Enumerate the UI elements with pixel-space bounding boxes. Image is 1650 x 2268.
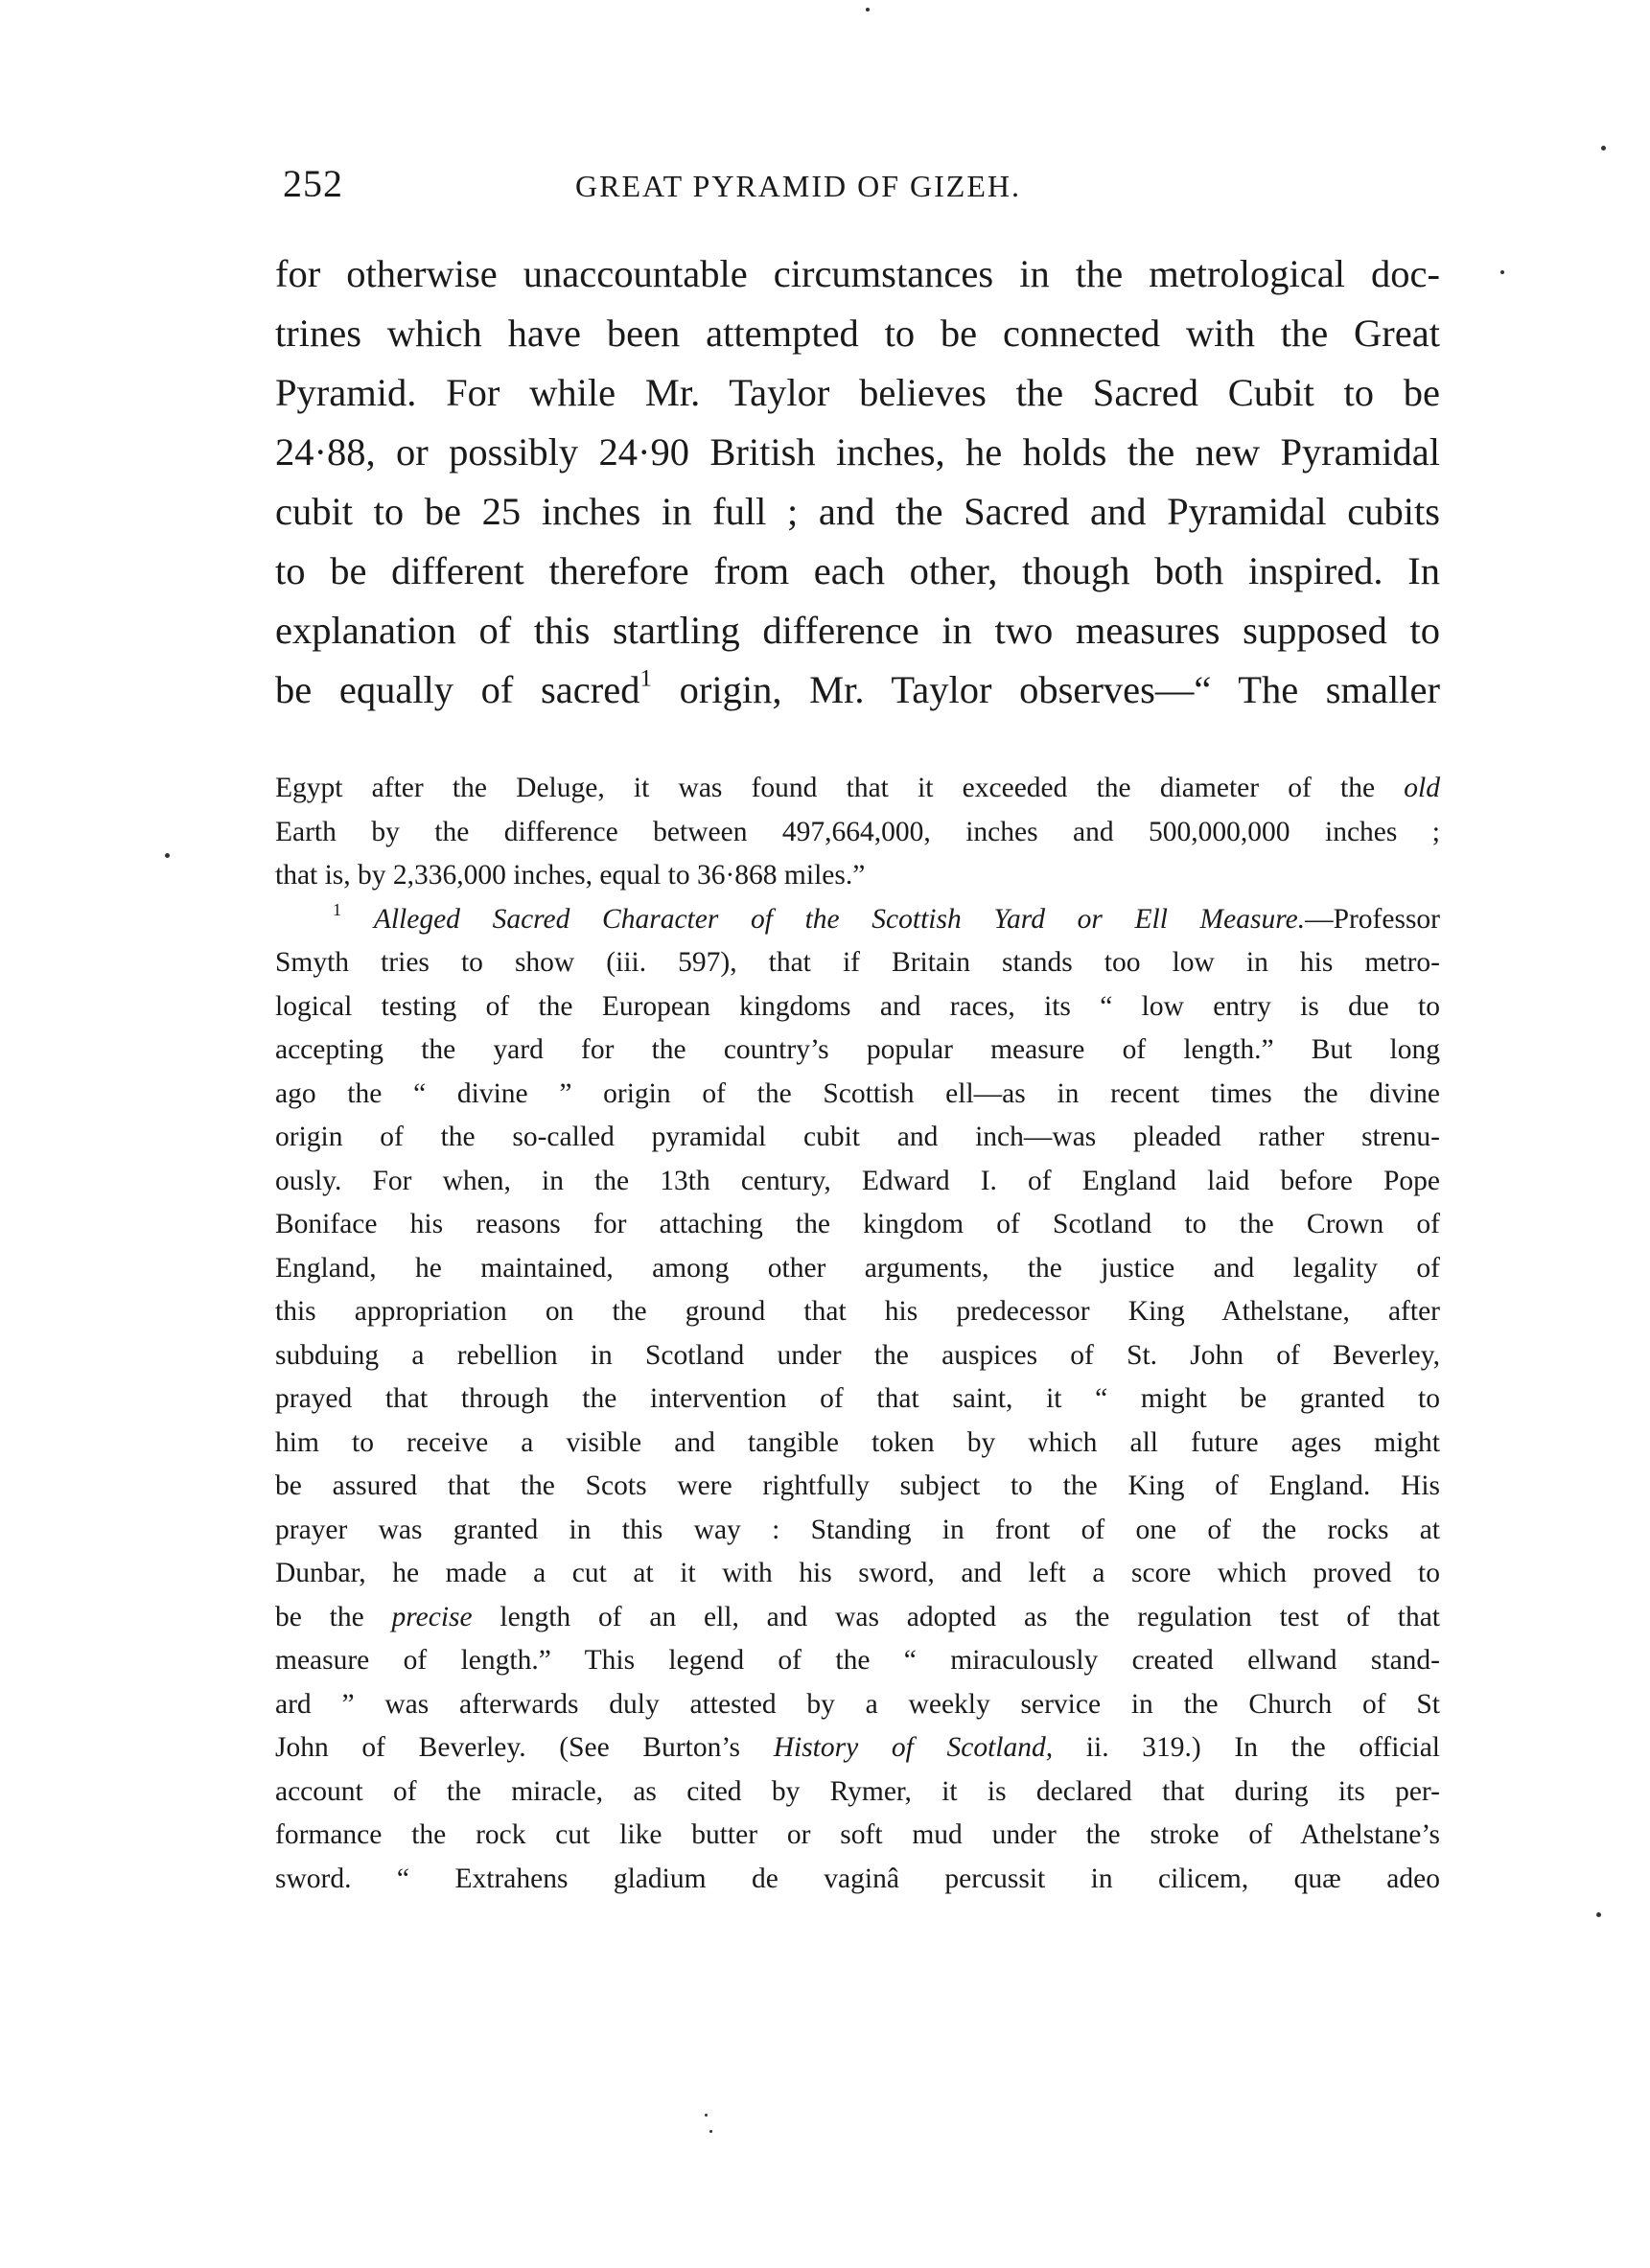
scan-speck xyxy=(165,853,170,858)
footnote-text: be the xyxy=(275,1601,392,1632)
body-line: explanation of this startling difference in two measures supposed to xyxy=(275,609,1440,652)
footnote-text: John of Beverley. (See Burton’s xyxy=(275,1732,774,1763)
footnote-line: ard ” was afterwards duly attested by a weekly service in the Church of St xyxy=(275,1688,1440,1720)
footnote-line xyxy=(275,767,1440,811)
scan-speck xyxy=(1596,1912,1601,1917)
body-line: cubit to be 25 inches in full ; and the Sacred and Pyramidal cubits xyxy=(275,490,1440,533)
footnote-line: accepting the yard for the country’s popular measure of length.” But long xyxy=(275,1034,1440,1065)
footnote-marker: 1 xyxy=(333,899,342,919)
body-line-last xyxy=(275,660,1440,720)
footnotes xyxy=(275,767,1440,1901)
footnote-1 xyxy=(275,898,1440,1902)
footnote-line xyxy=(275,898,1440,942)
footnote-line: account of the miracle, as cited by Rymer, it is declared that during its per- xyxy=(275,1775,1440,1807)
scan-speck xyxy=(1601,146,1606,150)
scan-speck xyxy=(705,2114,708,2117)
body-text: be equally of sacred xyxy=(275,668,640,711)
book-title: History of Scotland, xyxy=(773,1732,1054,1763)
body-line: Pyramid. For while Mr. Taylor believes the Sacred Cubit to be xyxy=(275,371,1440,414)
body-line: for otherwise unaccountable circumstances in the metrological doc- xyxy=(275,252,1440,295)
footnote-line xyxy=(275,1726,1440,1770)
footnote-italic-text: old xyxy=(1404,773,1440,803)
footnote-line: logical testing of the European kingdoms and races, its “ low entry is due to xyxy=(275,990,1440,1022)
body-line: trines which have been attempted to be connected with the Great xyxy=(275,312,1440,355)
scan-speck xyxy=(709,2130,712,2133)
footnote-text: Egypt after the Deluge, it was found that it exceeded the diameter of the xyxy=(275,773,1405,803)
footnote-line: measure of length.” This legend of the “ miraculously created ellwand stand- xyxy=(275,1645,1440,1676)
footnote-line: that is, by 2,336,000 inches, equal to 36·868 miles.” xyxy=(275,860,866,891)
main-text xyxy=(275,244,1440,720)
body-line: to be different therefore from each other, though both inspired. In xyxy=(275,549,1440,592)
footnote-line: him to receive a visible and tangible token by which all future ages might xyxy=(275,1426,1440,1458)
footnote-line xyxy=(275,1596,1440,1640)
footnote-line: Boniface his reasons for attaching the kingdom of Scotland to the Crown of xyxy=(275,1209,1440,1239)
body-text: origin, Mr. Taylor observes—“ The smaller xyxy=(652,668,1440,711)
scan-speck xyxy=(866,8,870,12)
footnote-line: subduing a rebellion in Scotland under the auspices of St. John of Beverley, xyxy=(275,1339,1440,1371)
scan-speck xyxy=(1500,270,1504,274)
running-head: GREAT PYRAMID OF GIZEH. xyxy=(575,169,1021,203)
footnote-line: be assured that the Scots were rightfully subject to the King of England. His xyxy=(275,1470,1440,1501)
footnote-line: origin of the so-called pyramidal cubit and inch—was pleaded rather strenu- xyxy=(275,1122,1440,1152)
footnote-continuation xyxy=(275,767,1440,898)
footnote-line: Earth by the difference between 497,664,000, inches and 500,000,000 inches ; xyxy=(275,816,1440,847)
footnote-title: Alleged Sacred Character of the Scottish Yard or Ell Measure. xyxy=(373,903,1306,935)
footnote-line: ously. For when, in the 13th century, Edward I. of England laid before Pope xyxy=(275,1165,1440,1196)
footnote-line: prayed that through the intervention of that saint, it “ might be granted to xyxy=(275,1383,1440,1414)
footnote-text: ii. 319.) In the official xyxy=(1053,1732,1441,1763)
footnote-text: length of an ell, and was adopted as the regulation test of that xyxy=(472,1601,1440,1632)
body-line: 24·88, or possibly 24·90 British inches, he holds the new Pyramidal xyxy=(275,430,1440,474)
footnote-line: Smyth tries to show (iii. 597), that if Britain stands too low in his metro- xyxy=(275,947,1440,978)
footnote-line: Dunbar, he made a cut at it with his sword, and left a score which proved to xyxy=(275,1558,1440,1588)
footnote-italic-text: precise xyxy=(391,1601,473,1632)
footnote-line: sword. “ Extrahens gladium de vaginâ percussit in cilicem, quæ adeo xyxy=(275,1863,1440,1894)
footnote-line: prayer was granted in this way : Standing in front of one of the rocks at xyxy=(275,1514,1440,1545)
footnote-line: formance the rock cut like butter or soft mud under the stroke of Athelstane’s xyxy=(275,1819,1440,1850)
footnote-line: England, he maintained, among other arguments, the justice and legality of xyxy=(275,1252,1440,1284)
footnote-reference-marker: 1 xyxy=(639,665,653,692)
page-number: 252 xyxy=(283,162,343,205)
page-header xyxy=(283,161,1443,209)
footnote-line: ago the “ divine ” origin of the Scottish ell—as in recent times the divine xyxy=(275,1077,1440,1109)
footnote-line: this appropriation on the ground that his predecessor King Athelstane, after xyxy=(275,1296,1440,1327)
footnote-text: —Professor xyxy=(1305,903,1441,935)
